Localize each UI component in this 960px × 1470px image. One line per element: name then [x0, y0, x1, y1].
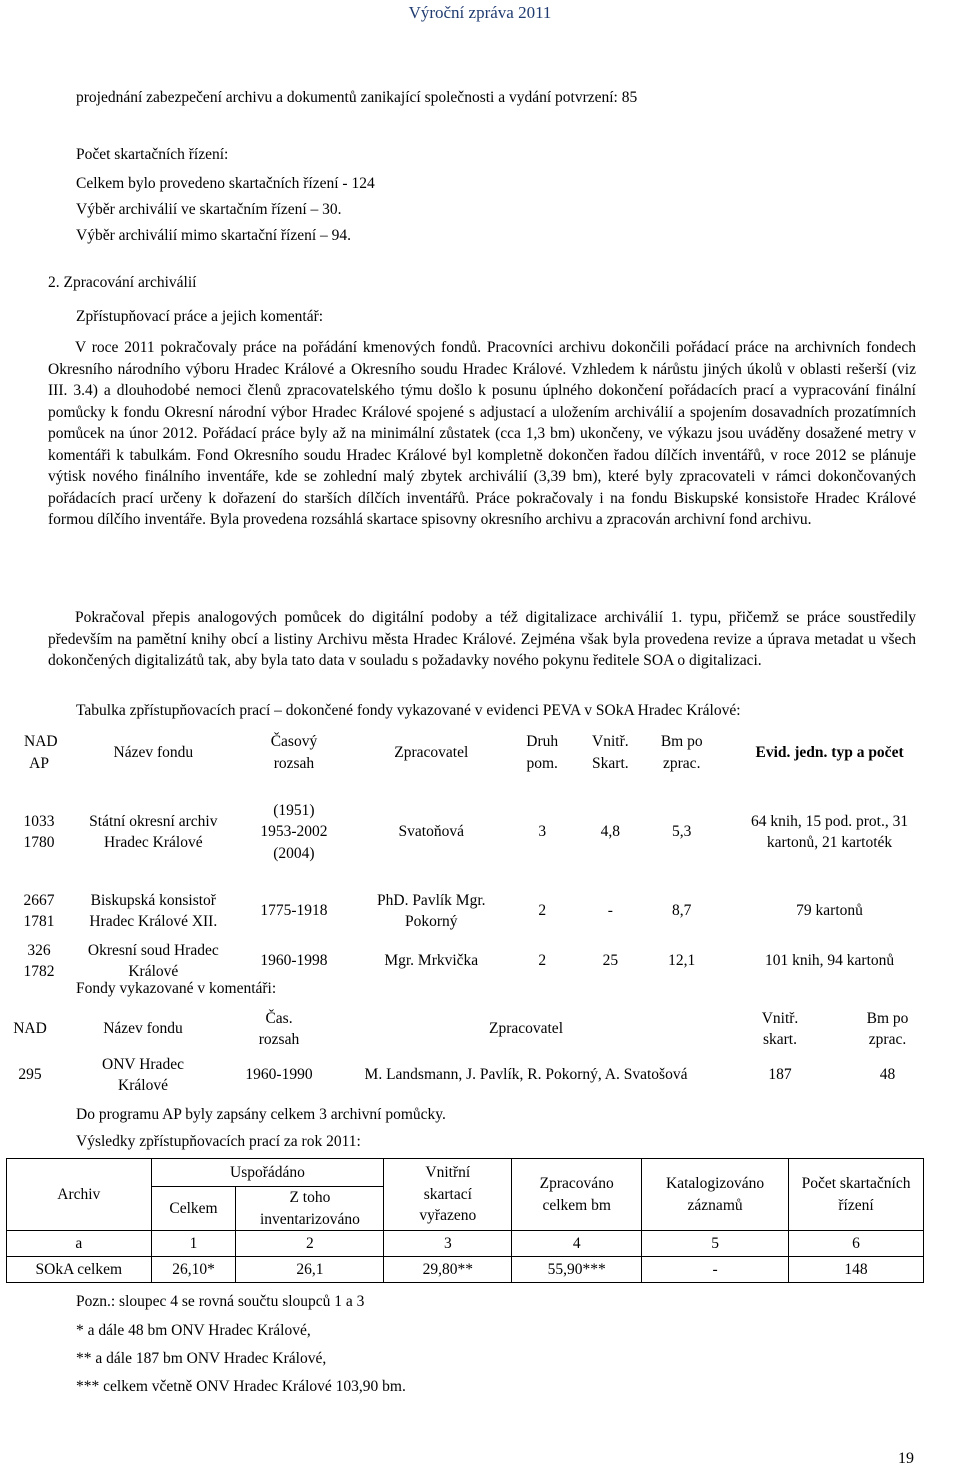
header-internal-skart: Vnitřní skartací vyřazeno: [384, 1159, 512, 1231]
cell-evid-units: 79 kartonů: [796, 902, 863, 920]
cell-fund-name: ONV Hradec Králové: [102, 1055, 184, 1094]
line-skartace-heading: Počet skartačních řízení:: [76, 146, 229, 163]
cell-time-span: (1951) 1953-2002 (2004): [260, 801, 328, 862]
header-processor: Zpracovatel: [394, 743, 469, 761]
cell-nad-ap: 326 1782: [23, 941, 55, 980]
header-archive: Archiv: [7, 1159, 152, 1231]
cell-bm: 12,1: [668, 952, 696, 970]
cell-processor: M. Landsmann, J. Pavlík, R. Pokorný, A. Svatošová: [364, 1066, 688, 1084]
cell-nad-ap: 2667 1781: [23, 891, 55, 930]
cell-inventoried: 26,1: [236, 1257, 384, 1283]
commented-funds-table: [5, 1006, 940, 1098]
cell-time-span: 1960-1998: [260, 952, 328, 970]
table-header-row: [5, 725, 940, 780]
table-row: [5, 1052, 940, 1098]
cell-time-span: 1775-1918: [260, 902, 328, 920]
table-header-row: [7, 1159, 924, 1187]
cell-internal-skart: 25: [602, 952, 619, 970]
cell-index: 6: [789, 1231, 924, 1257]
results-caption: Výsledky zpřístupňovacích prací za rok 2011:: [76, 1133, 361, 1150]
header-evid-units: Evid. jedn. typ a počet: [755, 743, 904, 761]
cell-cataloged: -: [642, 1257, 789, 1283]
aids-count-line: Do programu AP byly zapsány celkem 3 archivní pomůcky.: [76, 1106, 446, 1123]
paragraph-body: Pracovníci archivu dokončili pořádací práce na archivních fondech Okresního národního výboru Hradec Králové a Okresního soudu Hradec Králové. Vzhledem k nárůstu jiných úkolů v oblasti rešerší (viz III. 3.4) a dlouhodobé nemoci členů zpracovatelského týmu došlo k posunu úplného dokončení pořádacích prací a vypracování finální pomůcky k fondu Okresní národní výbor Hradec Králové spojené s adjustací a uložením archiválií a spojením dosavadních prozatímních pomůcek na únor 2012. Pořádací práce byly až na minimální zůstatek (cca 1,3 bm) ukončeny, ve výkazu jsou uváděny dosažené metry v komentáři k tabulkám. Fond Okresního soudu Hradec Králové byl kompletně dokončen řadou dílčích inventářů, v roce 2012 se plánuje výtisk nového finálního inventáře, kde se zohlední malý zbytek archiválií (3,39 bm), které byly zpracovateli v rámci dokončovaných pořádacích prací určeny k dořazení do starších dílčích inventářů. Práce pokračovaly i na fondu Biskupské konsistoře Hradec Králové formou dílčího inventáře. Byla provedena rozsáhlá skartace spisovny okresního archivu a zpracován archivní fond archivu.: [48, 339, 916, 528]
cell-processed-bm: 55,90***: [512, 1257, 642, 1283]
cell-aid-type: 2: [538, 952, 547, 970]
header-bm: Bm po zprac.: [866, 1009, 909, 1048]
line-protocol-count: projednání zabezpečení archivu a dokumentů zanikající společnosti a vydání potvrzení: 85: [76, 89, 638, 106]
cell-time-span: 1960-1990: [245, 1066, 313, 1084]
cell-archive: SOkA celkem: [7, 1257, 152, 1283]
table2-caption: Fondy vykazované v komentáři:: [76, 980, 277, 997]
header-time-span: Časový rozsah: [270, 733, 318, 772]
cell-internal-skart: -: [607, 902, 613, 920]
note-line: * a dále 48 bm ONV Hradec Králové,: [76, 1322, 311, 1339]
header-aid-type: Druh pom.: [526, 733, 559, 772]
running-header: Výroční zpráva 2011: [408, 3, 552, 22]
table-row: [7, 1231, 924, 1257]
section-heading: 2. Zpracování archiválií: [48, 274, 197, 291]
cell-processor: PhD. Pavlík Mgr. Pokorný: [377, 891, 486, 930]
header-inventoried: Z toho inventarizováno: [236, 1187, 384, 1231]
cell-aid-type: 3: [538, 823, 547, 841]
cell-index: 3: [384, 1231, 512, 1257]
header-cataloged: Katalogizováno záznamů: [642, 1159, 789, 1231]
cell-processor: Svatoňová: [398, 823, 464, 841]
note-line: Pozn.: sloupec 4 se rovná součtu sloupců 1 a 3: [76, 1293, 365, 1310]
cell-index: 2: [236, 1231, 384, 1257]
header-bm: Bm po zprac.: [660, 733, 703, 772]
table1-caption: Tabulka zpřístupňovacích prací – dokončené fondy vykazované v evidenci PEVA v SOkA Hradec Králové:: [76, 702, 741, 719]
header-nad: NAD: [13, 1020, 47, 1038]
paragraph-digitization: Pokračoval přepis analogových pomůcek do digitální podoby a též digitalizace archiválií 1. typu, přičemž se práce soustředily především na pamětní knihy obcí a listiny Archivu města Hradec Králové. Zejména však byla provedena revize a úprava metadat u všech dokončených digitalizátů tak, aby byla tato data v souladu s požadavky nového pokynu ředitele SOA o digitalizaci.: [48, 609, 916, 669]
table-row: [7, 1257, 924, 1283]
cell-internal-skart: 4,8: [600, 823, 621, 841]
header-processed-bm: Zpracováno celkem bm: [512, 1159, 642, 1231]
cell-skart-count: 148: [789, 1257, 924, 1283]
paragraph-processing: [48, 337, 916, 531]
header-total: Celkem: [151, 1187, 236, 1231]
cell-nad: 295: [18, 1066, 42, 1084]
cell-aid-type: 2: [538, 902, 547, 920]
header-fund-name: Název fondu: [103, 1020, 183, 1038]
header-time-span: Čas. rozsah: [258, 1009, 300, 1048]
cell-fund-name: Biskupská konsistoř Hradec Králové XII.: [89, 891, 218, 930]
page-number: 19: [898, 1450, 914, 1467]
cell-evid-units: 64 knih, 15 pod. prot., 31 kartonů, 21 kartoték: [750, 812, 909, 851]
cell-bm: 5,3: [672, 823, 692, 841]
cell-index: 4: [512, 1231, 642, 1257]
line-selection-in: Výběr archiválií ve skartačním řízení – 30.: [76, 201, 342, 218]
note-line: *** celkem včetně ONV Hradec Králové 103,90 bm.: [76, 1378, 406, 1395]
cell-index: 1: [151, 1231, 236, 1257]
cell-nad-ap: 1033 1780: [23, 812, 55, 851]
line-skartace-total: Celkem bylo provedeno skartačních řízení - 124: [76, 175, 375, 192]
cell-index: a: [7, 1231, 152, 1257]
header-fund-name: Název fondu: [113, 743, 194, 761]
cell-index: 5: [642, 1231, 789, 1257]
cell-fund-name: Okresní soud Hradec Králové: [87, 941, 219, 980]
table-header-row: [5, 1006, 940, 1052]
note-line: ** a dále 187 bm ONV Hradec Králové,: [76, 1350, 327, 1367]
completed-funds-table: [5, 725, 940, 986]
cell-fund-name: Státní okresní archiv Hradec Králové: [89, 812, 218, 851]
cell-evid-units: 101 knih, 94 kartonů: [764, 952, 895, 970]
table-row: [5, 794, 940, 870]
paragraph-lead: V roce 2011 pokračovaly práce na pořádání kmenových fondů.: [75, 339, 482, 356]
results-table: [6, 1158, 924, 1283]
cell-bm: 48: [879, 1066, 896, 1084]
cell-bm: 8,7: [672, 902, 692, 920]
header-skart-count: Počet skartačních řízení: [789, 1159, 924, 1231]
header-processor: Zpracovatel: [488, 1020, 563, 1038]
cell-processor: Mgr. Mrkvička: [384, 952, 479, 970]
cell-total: 26,10*: [151, 1257, 236, 1283]
section-subheading: Zpřístupňovací práce a jejich komentář:: [76, 308, 324, 325]
header-arranged: Uspořádáno: [151, 1159, 384, 1187]
header-internal-skart: Vnitř. Skart.: [592, 733, 629, 772]
cell-internal-skart: 29,80**: [384, 1257, 512, 1283]
header-internal-skart: Vnitř. skart.: [761, 1009, 799, 1048]
table-row: [5, 886, 940, 936]
cell-internal-skart: 187: [768, 1066, 792, 1084]
header-nad-ap: NAD AP: [24, 733, 58, 772]
line-selection-out: Výběr archiválií mimo skartační řízení – 94.: [76, 227, 352, 244]
